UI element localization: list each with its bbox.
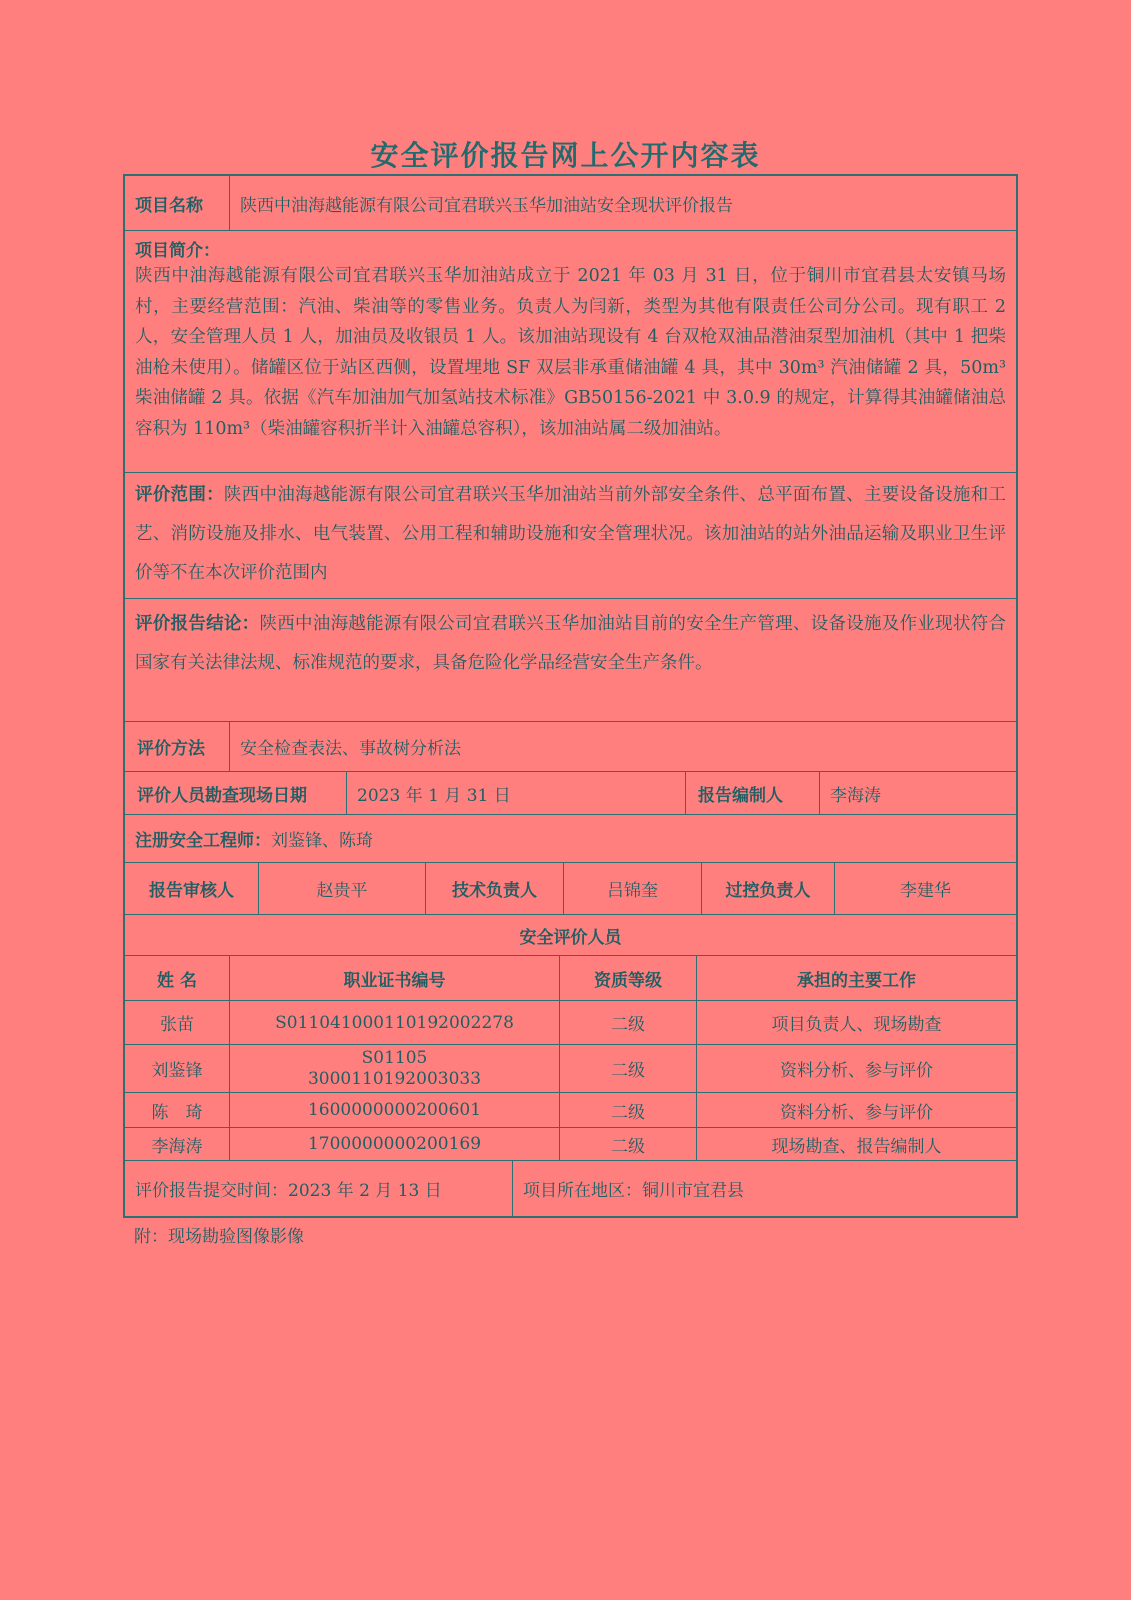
conclusion-label: 评价报告结论： (135, 614, 260, 634)
report-table (123, 174, 1018, 1218)
report-author-label: 报告编制人 (686, 772, 820, 814)
staff-work: 资料分析、参与评价 (780, 1102, 933, 1123)
scope-section (125, 473, 1016, 599)
attachment-note: 附：现场勘验图像影像 (134, 1227, 304, 1247)
col-header-name: 姓 名 (125, 956, 230, 1000)
staff-name: 张苗 (125, 1001, 230, 1044)
table-row (125, 1045, 1016, 1093)
reviewer-label: 报告审核人 (125, 863, 259, 914)
staff-level: 二级 (560, 1045, 697, 1092)
project-region: 项目所在地区：铜川市宜君县 (523, 1181, 744, 1201)
conclusion-paragraph (135, 605, 1006, 683)
conclusion-section (125, 599, 1016, 722)
submit-date: 评价报告提交时间：2023 年 2 月 13 日 (125, 1161, 513, 1216)
table-row (125, 1128, 1016, 1161)
intro-text: 陕西中油海越能源有限公司宜君联兴玉华加油站成立于 2021 年 03 月 31 日，位于铜川市宜君县太安镇马场村，主要经营范围：汽油、柴油等的零售业务。负责人为闫新，类型为其他有限责任公司分公司。现有职工 2 人，安全管理人员 1 人，加油员及收银员 1 人。该加油站现设有 4 台双枪双油品潜油泵型加油机（其中 1 把柴油枪未使用）。储罐区位于站区西侧，设置埋地 SF 双层非承重储油罐 4 具，其中 30m³ 汽油储罐 2 具，50m³ 柴油储罐 2 具。依据《汽车加油加气加氢站技术标准》GB50156-2021 中 3.0.9 的规定，计算得其油罐储油总容积为 110m³（柴油罐容积折半计入油罐总容积），该加油站属二级加油站。 (135, 266, 1006, 439)
staff-name: 刘鉴锋 (125, 1045, 230, 1092)
process-control-value: 李建华 (900, 881, 951, 901)
engineers-line (135, 815, 1016, 862)
staff-cert: S01105 (361, 1047, 428, 1068)
conclusion-text: 陕西中油海越能源有限公司宜君联兴玉华加油站目前的安全生产管理、设备设施及作业现状符合国家有关法律法规、标准规范的要求，具备危险化学品经营安全生产条件。 (135, 614, 1006, 673)
footer-row (125, 1161, 1016, 1216)
staff-level: 二级 (560, 1128, 697, 1160)
staff-name: 李海涛 (125, 1128, 230, 1160)
reviewer-value: 赵贵平 (259, 863, 426, 914)
intro-section (125, 231, 1016, 473)
project-name-row (125, 176, 1016, 231)
staff-work: 资料分析、参与评价 (780, 1061, 933, 1081)
staff-cert: 1600000000200601 (230, 1093, 560, 1127)
staff-name: 陈 琦 (125, 1093, 230, 1127)
method-label: 评价方法 (125, 722, 230, 771)
survey-date-label: 评价人员勘查现场日期 (125, 772, 347, 814)
col-header-level: 资质等级 (560, 956, 697, 1000)
survey-row (125, 772, 1016, 815)
engineers-value: 刘鉴锋、陈琦 (271, 831, 373, 851)
method-row (125, 722, 1016, 772)
project-name-value: 陕西中油海越能源有限公司宜君联兴玉华加油站安全现状评价报告 (240, 195, 733, 216)
scope-label: 评价范围： (135, 485, 224, 505)
tech-lead-label: 技术负责人 (426, 863, 564, 914)
col-header-work: 承担的主要工作 (797, 970, 916, 991)
table-row (125, 1093, 1016, 1128)
staff-header-row (125, 956, 1016, 1001)
staff-heading-row (125, 915, 1016, 956)
table-row (125, 1001, 1016, 1045)
staff-heading: 安全评价人员 (519, 927, 622, 948)
scope-paragraph (135, 476, 1006, 593)
reviewers-row (125, 863, 1016, 915)
staff-level: 二级 (560, 1001, 697, 1044)
method-value: 安全检查表法、事故树分析法 (240, 739, 461, 759)
engineers-label: 注册安全工程师： (135, 831, 271, 851)
tech-lead-value: 吕锦奎 (564, 863, 702, 914)
process-control-label: 过控负责人 (702, 863, 835, 914)
scope-text: 陕西中油海越能源有限公司宜君联兴玉华加油站当前外部安全条件、总平面布置、主要设备设施和工艺、消防设施及排水、电气装置、公用工程和辅助设施和安全管理状况。该加油站的站外油品运输及职业卫生评价等不在本次评价范围内 (135, 485, 1006, 583)
page-title: 安全评价报告网上公开内容表 (370, 139, 761, 172)
project-name-label: 项目名称 (125, 176, 230, 230)
survey-date-value: 2023 年 1 月 31 日 (347, 772, 686, 814)
staff-cert-cell (230, 1045, 560, 1092)
engineers-row (125, 815, 1016, 863)
intro-label: 项目简介： (135, 241, 220, 261)
staff-cert: 1700000000200169 (230, 1128, 560, 1160)
staff-cert: S011041000110192002278 (230, 1001, 560, 1044)
staff-work: 现场勘查、报告编制人 (771, 1136, 942, 1157)
staff-cert-line2: 3000110192003033 (307, 1068, 482, 1089)
staff-level: 二级 (560, 1093, 697, 1127)
col-header-cert: 职业证书编号 (230, 956, 560, 1000)
staff-work: 项目负责人、现场勘查 (771, 1015, 942, 1035)
report-author-value: 李海涛 (830, 785, 881, 806)
